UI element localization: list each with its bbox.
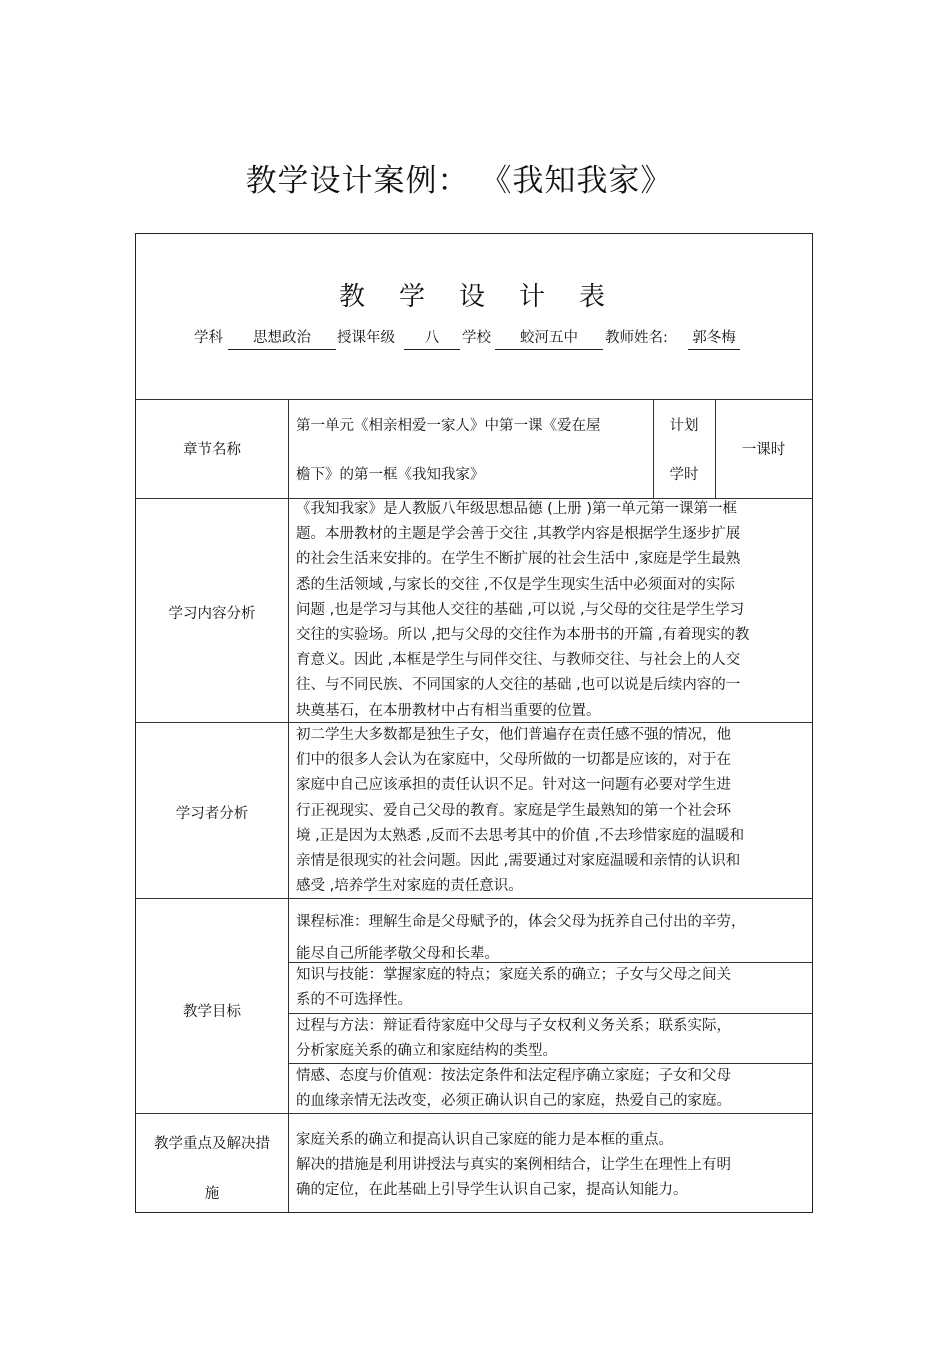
content-analysis-label: 学习内容分析 [168,606,256,622]
key-points-line: 确的定位，在此基础上引导学生认识自己家，提高认知能力。 [296,1182,688,1199]
plan-value: 一课时 [741,442,786,458]
lesson-design-table [135,233,813,1213]
goal-emotion [296,1064,731,1114]
key-points-line: 家庭关系的确立和提高认识自己家庭的能力是本框的重点。 [296,1132,673,1148]
content-line: 往、与不同民族、不同国家的人交往的基础 ,也可以说是后续内容的一 [296,677,741,694]
content-line: 题。本册教材的主题是学会善于交往 ,其教学内容是根据学生逐步扩展 [296,526,741,543]
content-line: 《我知我家》是人教版八年级思想品德 (上册 )第一单元第一课第一框 [296,501,738,517]
content-line: 交往的实验场。所以 ,把与父母的交往作为本册书的开篇 ,有着现实的教 [296,627,750,644]
teacher-label: 教师姓名: [605,330,668,346]
learner-line: 感受 ,培养学生对家庭的责任意识。 [296,878,523,895]
content-line: 问题 ,也是学习与其他人交往的基础 ,可以说 ,与父母的交往是学生学习 [296,601,745,618]
key-points-line: 解决的措施是利用讲授法与真实的案例相结合，让学生在理性上有明 [296,1157,731,1174]
content-analysis-text [296,497,749,724]
goal-process-line: 分析家庭关系的确立和家庭结构的类型。 [296,1043,557,1060]
content-line: 育意义。因此 ,本框是学生与同伴交往、与教师交往、与社会上的人交 [296,652,741,669]
subject-label: 学科 [194,330,223,346]
goal-process [296,1014,731,1064]
goals-label: 教学目标 [183,1004,241,1020]
goal-emotion-line: 情感、态度与价值观：按法定条件和法定程序确立家庭；子女和父母 [296,1068,731,1084]
learner-line: 亲情是很现实的社会问题。因此 ,需要通过对家庭温暖和亲情的认识和 [296,853,741,870]
grade-value: 八 [404,326,460,350]
school-value: 蛟河五中 [495,326,603,350]
chapter-text [296,414,601,484]
goal-knowledge [296,963,731,1013]
column-divider [288,399,289,1212]
learner-line: 家庭中自己应该承担的责任认识不足。针对这一问题有必要对学生进 [296,777,731,794]
plan-label-1: 计划 [669,418,699,434]
document-title: 教学设计案例： 《我知我家》 [245,163,673,199]
row-divider [136,399,812,400]
learner-line: 境 ,正是因为太熟悉 ,反而不去思考其中的价值 ,不去珍惜家庭的温暖和 [296,827,745,844]
key-points-label-2: 施 [204,1186,220,1202]
key-points-label-1: 教学重点及解决措 [154,1136,270,1152]
content-line: 悉的生活领域 ,与家长的交往 ,不仅是学生现实生活中必须面对的实际 [296,576,735,593]
chapter-line: 檐下》的第一框《我知我家》 [296,467,485,483]
goal-standard-line: 课程标准：理解生命是父母赋予的，体会父母为抚养自己付出的辛劳， [296,914,746,930]
grade-label: 授课年级 [337,330,395,346]
goal-standard-line: 能尽自己所能孝敬父母和长辈。 [296,946,499,962]
learner-line: 初二学生大多数都是独生子女，他们普遍存在责任感不强的情况，他 [296,727,731,743]
teacher-value: 郭冬梅 [688,326,740,350]
learner-analysis-label: 学习者分析 [175,806,249,822]
learner-line: 们中的很多人会认为在家庭中，父母所做的一切都是应该的，对于在 [296,752,731,769]
content-line: 的社会生活来安排的。在学生不断扩展的社会生活中 ,家庭是学生最熟 [296,551,741,568]
key-points-text [296,1128,731,1204]
goal-knowledge-line: 知识与技能：掌握家庭的特点；家庭关系的确立；子女与父母之间关 [296,967,731,983]
learner-analysis-text [296,723,744,899]
chapter-label: 章节名称 [183,442,241,458]
chapter-line: 第一单元《相亲相爱一家人》中第一课《爱在屋 [296,418,601,434]
plan-label-2: 学时 [669,467,699,483]
subject-value: 思想政治 [228,326,336,350]
goal-emotion-line: 的血缘亲情无法改变，必须正确认识自己的家庭，热爱自己的家庭。 [296,1093,731,1110]
goal-knowledge-line: 系的不可选择性。 [296,992,412,1009]
learner-line: 行正视现实、爱自己父母的教育。家庭是学生最熟知的第一个社会环 [296,802,731,819]
school-label: 学校 [462,330,491,346]
goal-process-line: 过程与方法：辩证看待家庭中父母与子女权利义务关系；联系实际， [296,1018,731,1034]
table-heading: 教学设计表 [338,282,639,312]
goal-standard [296,906,746,970]
content-line: 块奠基石，在本册教材中占有相当重要的位置。 [296,702,601,719]
